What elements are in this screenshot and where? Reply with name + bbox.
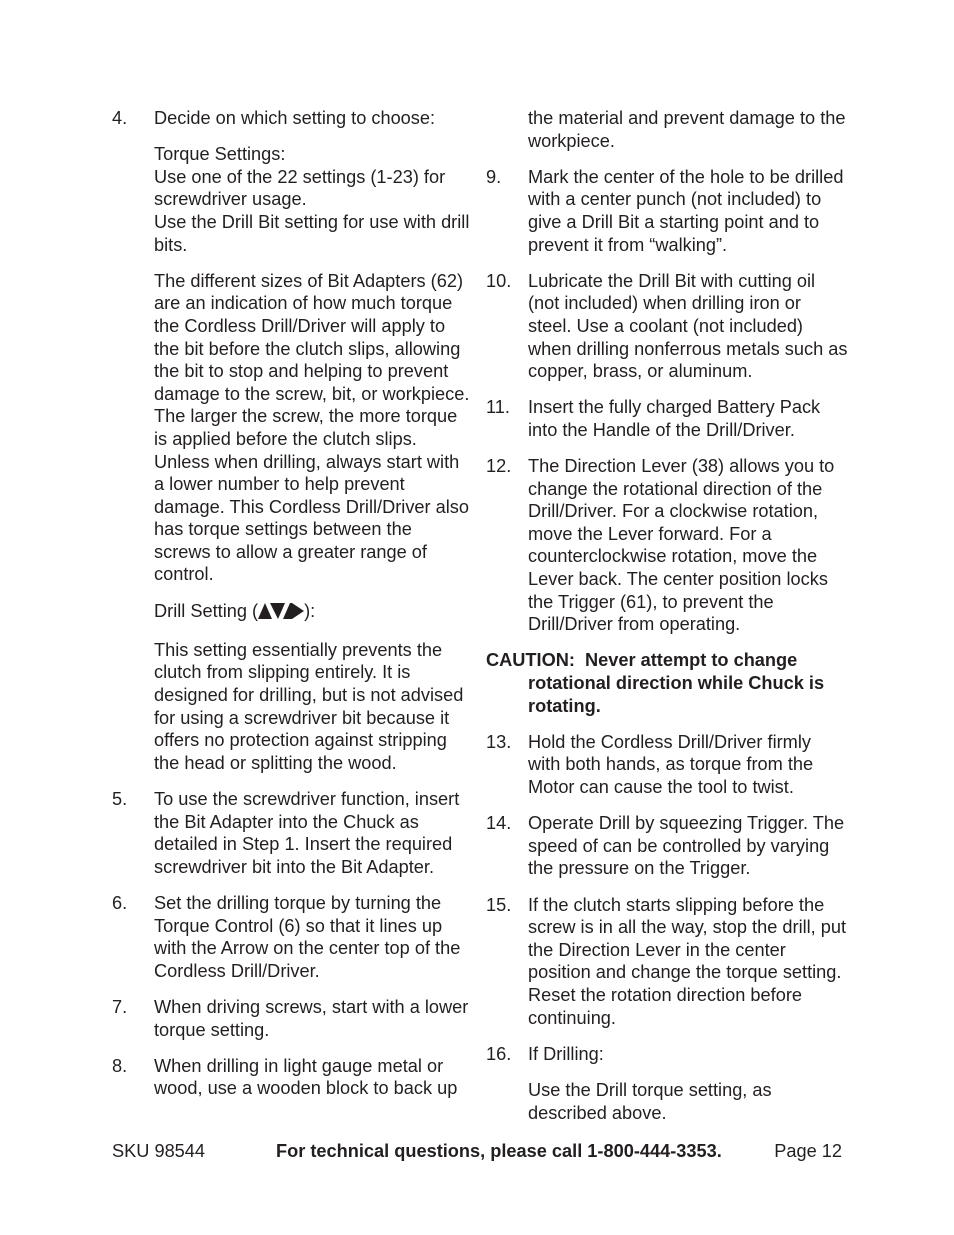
step-text: When drilling in light gauge metal or wood, use a wooden block to back up — [154, 1055, 458, 1099]
step-text: Operate Drill by squeezing Trigger. The speed of can be controlled by varying the pressure on the Trigger. — [528, 813, 845, 879]
caution-label: CAUTION: — [486, 650, 575, 671]
step-16-sub: Use the Drill torque setting, as described above. — [528, 1079, 772, 1123]
step-number: 11. — [486, 397, 510, 418]
step-text: Insert the fully charged Battery Pack into the Handle of the Drill/Driver. — [528, 397, 821, 440]
step-4 — [112, 107, 472, 774]
page-footer — [112, 1140, 842, 1164]
step-text: To use the screwdriver function, insert the Bit Adapter into the Chuck as detailed in Step 1. Insert the required screwdriver bit into the Bit Adapter. — [154, 789, 460, 877]
step-10 — [486, 270, 848, 383]
step-number: 8. — [112, 1055, 128, 1076]
step-number: 14. — [486, 813, 512, 834]
step-number: 10. — [486, 270, 512, 291]
caution-text: Never attempt to change rotational direction while Chuck is rotating. — [528, 650, 825, 716]
step-9 — [486, 166, 848, 256]
step-11 — [486, 396, 848, 441]
step-7 — [112, 996, 472, 1041]
torque-settings-heading: Torque Settings: — [154, 144, 286, 165]
step-12 — [486, 455, 848, 636]
drill-setting-description: This setting essentially prevents the clutch from slipping entirely. It is designed for drilling, but is not advised for using a screwdriver bit because it offers no protection against stripping the head or splitting the wood. — [154, 639, 464, 773]
step-number: 9. — [486, 166, 502, 187]
step-8 — [112, 1055, 472, 1100]
step-text: If Drilling: — [528, 1043, 604, 1064]
bit-adapters-paragraph: The different sizes of Bit Adapters (62) are an indication of how much torque the Cordless Drill/Driver will apply to the bit before the clutch slips, allowing the bit to stop and helping to prevent damage to the screw, bit, or workpiece. The larger the screw, the more torque is applied before the clutch slips. Unless when drilling, always start with a lower number to help prevent damage. This Cordless Drill/Driver also has torque settings between the screws to allow a greater range of control. — [154, 270, 470, 585]
step-text: Lubricate the Drill Bit with cutting oil (not included) when drilling iron or steel. Use a coolant (not included) when drilling nonferrous metals such as copper, brass, or aluminum. — [528, 270, 848, 382]
drill-setting-prefix: Drill Setting ( — [154, 600, 259, 621]
step-text: Set the drilling torque by turning the Torque Control (6) so that it lines up with the Arrow on the center top of the Cordless Drill/Driver. — [154, 892, 461, 981]
step-number: 6. — [112, 892, 128, 913]
footer-sku: SKU 98544 — [112, 1141, 206, 1161]
step-number: 15. — [486, 894, 512, 915]
step-text: The Direction Lever (38) allows you to change the rotational direction of the Drill/Driver. For a clockwise rotation, move the Lever forward. For a counterclockwise rotation, move the Lever back. The center position locks the Trigger (61), to prevent the Drill/Driver from operating. — [528, 456, 835, 635]
step-number: 4. — [112, 108, 128, 128]
step-number: 16. — [486, 1043, 512, 1064]
step-text: When driving screws, start with a lower torque setting. — [154, 996, 469, 1040]
step-text: If the clutch starts slipping before the screw is in all the way, stop the drill, put the Direction Lever in the center position and change the torque setting. Reset the rotation direction before continuing. — [528, 894, 847, 1028]
torque-settings-block — [154, 143, 472, 256]
step-number: 7. — [112, 996, 128, 1017]
step-14 — [486, 812, 848, 880]
step-15 — [486, 894, 848, 1030]
step-text: Mark the center of the hole to be drilled with a center punch (not included) to give a Drill Bit a starting point and to prevent it from “walking”. — [528, 166, 844, 255]
step-text: Hold the Cordless Drill/Driver firmly with both hands, as torque from the Motor can cause the tool to twist. — [528, 731, 814, 797]
torque-settings-line-1: Use one of the 22 settings (1-23) for screwdriver usage. — [154, 166, 446, 210]
step-6 — [112, 892, 472, 982]
drill-setting-label — [154, 600, 472, 626]
caution-notice — [486, 649, 848, 717]
step-8-continued: the material and prevent damage to the workpiece. — [528, 108, 846, 151]
right-column — [486, 107, 848, 1138]
step-13 — [486, 731, 848, 799]
step-number: 5. — [112, 789, 128, 809]
drill-setting-suffix: ): — [304, 600, 316, 621]
footer-page-number: Page 12 — [774, 1141, 842, 1161]
torque-settings-line-2: Use the Drill Bit setting for use with drill bits. — [154, 211, 470, 255]
left-column — [112, 107, 472, 1114]
step-16 — [486, 1043, 848, 1124]
step-number: 12. — [486, 456, 512, 477]
step-5 — [112, 788, 472, 878]
step-text: Decide on which setting to choose: — [154, 108, 436, 128]
step-number: 13. — [486, 731, 512, 752]
footer-tech-support: For technical questions, please call 1-800-444-3353. — [276, 1141, 722, 1161]
drill-bit-icon — [258, 602, 304, 626]
